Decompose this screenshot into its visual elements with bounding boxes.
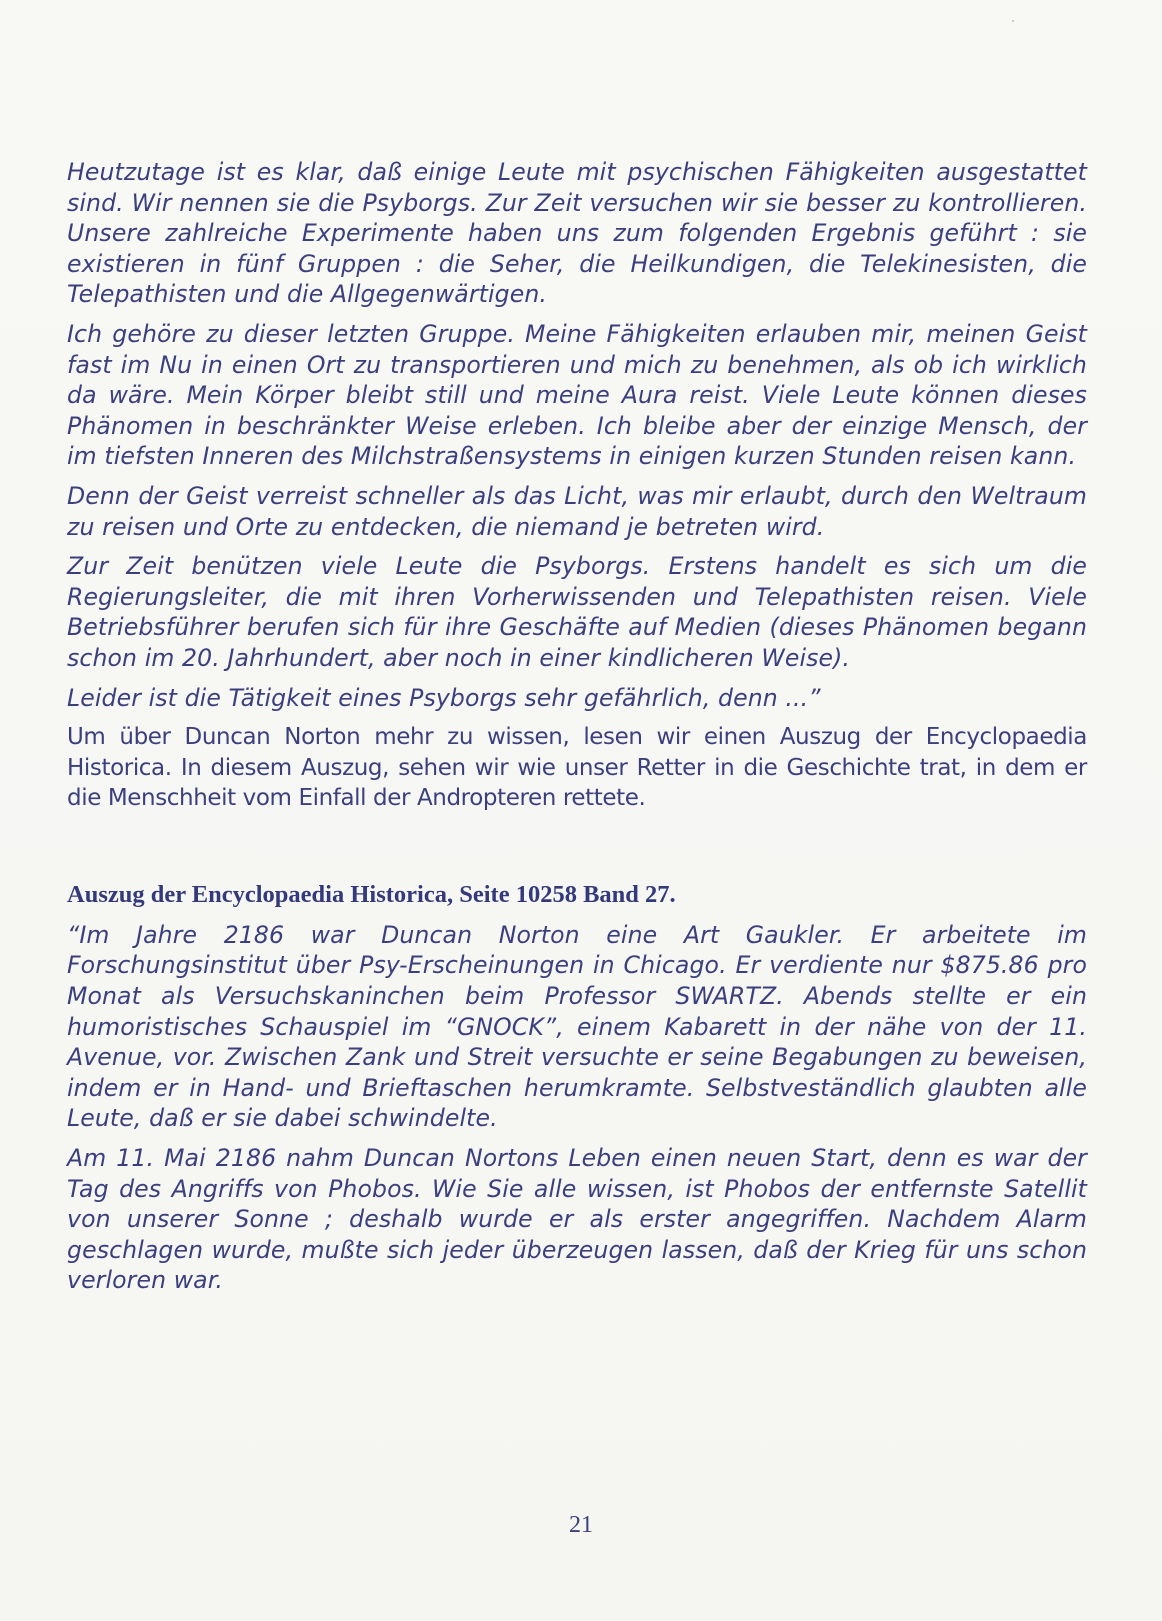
- quote-paragraph: Zur Zeit benützen viele Leute die Psyborgs. Erstens handelt es sich um die Regierungsleiter, die mit ihren Vorherwissenden und Telepathisten reisen. Viele Betriebsführer berufen sich für ihre Geschäfte auf Medien (dieses Phänomen begann schon im 20. Jahrhundert, aber noch in einer kindlicheren Weise).: [67, 552, 1087, 672]
- quote-paragraph: Leider ist die Tätigkeit eines Psyborgs sehr gefährlich, denn ...”: [67, 683, 821, 712]
- intro-paragraph: Um über Duncan Norton mehr zu wissen, lesen wir einen Auszug der Encyclopaedia Historica. In diesem Auszug, sehen wir wie unser Retter in die Geschichte trat, in dem er die Menschheit vom Einfall der Andropteren rettete.: [67, 724, 1087, 812]
- paper-speck: [1012, 20, 1014, 22]
- excerpt-paragraph: Am 11. Mai 2186 nahm Duncan Nortons Leben einen neuen Start, denn es war der Tag des Angriffs von Phobos. Wie Sie alle wissen, ist Phobos der entfernste Satellit von unserer Sonne ; deshalb wurde er als erster angegriffen. Nachdem Alarm geschlagen wurde, mußte sich jeder überzeugen lassen, daß der Krieg für uns schon verloren war.: [67, 1144, 1087, 1295]
- quote-paragraph: Ich gehöre zu dieser letzten Gruppe. Meine Fähigkeiten erlauben mir, meinen Geist fast im Nu in einen Ort zu transportieren und mich zu benehmen, als ob ich wirklich da wäre. Mein Körper bleibt still und meine Aura reist. Viele Leute können dieses Phänomen in beschränkter Weise erleben. Ich bleibe aber der einzige Mensch, der im tiefsten Inneren des Milchstraßensystems in einigen kurzen Stunden reisen kann.: [67, 319, 1087, 471]
- excerpt-paragraph: “Im Jahre 2186 war Duncan Norton eine Art Gaukler. Er arbeitete im Forschungsinstitut über Psy-Erscheinungen in Chicago. Er verdiente nur $875.86 pro Monat als Versuchskaninchen beim Professor SWARTZ. Abends stellte er ein humoristisches Schauspiel im “GNOCK”, einem Kabarett in der nähe von der 11. Avenue, vor. Zwischen Zank und Streit versuchte er seine Begabungen zu beweisen, indem er in Hand- und Brieftaschen herumkramte. Selbstveständlich glaubten alle Leute, daß er sie dabei schwindelte.: [67, 920, 1087, 1133]
- quote-paragraph: Heutzutage ist es klar, daß einige Leute mit psychischen Fähigkeiten ausgestattet sind. Wir nennen sie die Psyborgs. Zur Zeit versuchen wir sie besser zu kontrollieren. Unsere zahlreiche Experimente haben uns zum folgenden Ergebnis geführt : sie existieren in fünf Gruppen : die Seher, die Heilkundigen, die Telekinesisten, die Telepathisten und die Allgegenwärtigen.: [67, 158, 1087, 309]
- section-heading: Auszug der Encyclopaedia Historica, Seite 10258 Band 27.: [67, 880, 676, 908]
- quote-paragraph: Denn der Geist verreist schneller als das Licht, was mir erlaubt, durch den Weltraum zu reisen und Orte zu entdecken, die niemand je betreten wird.: [67, 481, 1087, 541]
- page-content: [67, 157, 1087, 1305]
- page-number: 21: [569, 1512, 593, 1538]
